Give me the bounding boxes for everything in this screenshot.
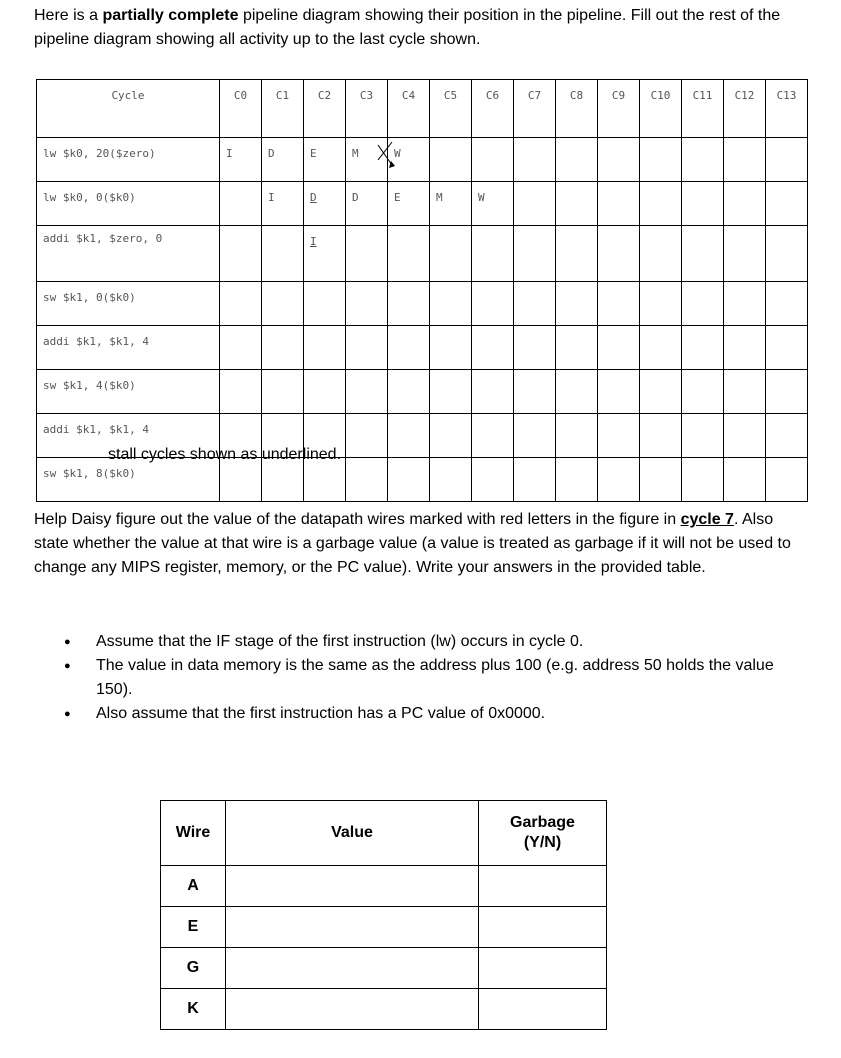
garbage-cell[interactable] <box>479 989 607 1030</box>
help-cycle: cycle 7 <box>680 511 734 528</box>
cycle-label: C5 <box>430 80 472 138</box>
stage-cell[interactable]: I <box>262 182 304 226</box>
list-item: ● Assume that the IF stage of the first instruction (lw) occurs in cycle 0. <box>34 630 804 654</box>
cycle-label: C9 <box>598 80 640 138</box>
value-cell[interactable] <box>226 989 479 1030</box>
cycle-header: Cycle <box>37 80 220 138</box>
stage-cell[interactable]: D <box>262 138 304 182</box>
instruction-cell: lw $k0, 20($zero) <box>37 138 220 182</box>
garbage-cell[interactable] <box>479 866 607 907</box>
instruction-cell: addi $k1, $k1, 4 <box>37 326 220 370</box>
intro-pre: Here is a <box>34 7 103 24</box>
stage-cell[interactable]: D <box>304 182 346 226</box>
garbage-header: Garbage (Y/N) <box>479 801 607 866</box>
value-cell[interactable] <box>226 866 479 907</box>
wire-label: A <box>161 866 226 907</box>
stage-cell[interactable]: D <box>346 182 388 226</box>
instruction-cell: addi $k1, $k1, 4 <box>37 414 220 458</box>
cycle-label: C6 <box>472 80 514 138</box>
value-header: Value <box>226 801 479 866</box>
cycle-label: C13 <box>766 80 808 138</box>
instruction-cell: sw $k1, 0($k0) <box>37 282 220 326</box>
stage-cell[interactable]: M <box>346 138 388 182</box>
stage-cell[interactable]: W <box>472 182 514 226</box>
cycle-label: C10 <box>640 80 682 138</box>
help-pre: Help Daisy figure out the value of the datapath wires marked with red letters in the figure in <box>34 511 681 528</box>
cycle-label: C7 <box>514 80 556 138</box>
table-row <box>161 866 607 907</box>
instruction-cell: lw $k0, 0($k0) <box>37 182 220 226</box>
garbage-cell[interactable] <box>479 948 607 989</box>
stage-cell[interactable]: E <box>388 182 430 226</box>
value-cell[interactable] <box>226 907 479 948</box>
table-row <box>161 907 607 948</box>
value-cell[interactable] <box>226 948 479 989</box>
cycle-label: C1 <box>262 80 304 138</box>
wire-label: E <box>161 907 226 948</box>
instruction-cell: sw $k1, 4($k0) <box>37 370 220 414</box>
help-post: . Also state whether the value at that wire is a garbage value (a value is treated as garbage if it will not be used to change any MIPS register, memory, or the PC value). Write your answers in the provided table. <box>34 511 791 576</box>
stage-cell[interactable]: I <box>304 226 346 282</box>
answer-table <box>160 800 607 1030</box>
cycle-label: C3 <box>346 80 388 138</box>
wire-header: Wire <box>161 801 226 866</box>
help-paragraph <box>34 508 804 580</box>
wire-label: K <box>161 989 226 1030</box>
stall-note: stall cycles shown as underlined. <box>108 446 342 463</box>
garbage-cell[interactable] <box>479 907 607 948</box>
table-row <box>161 948 607 989</box>
cycle-label: C0 <box>220 80 262 138</box>
cycle-label: C11 <box>682 80 724 138</box>
assumption-list <box>34 630 804 726</box>
cycle-label: C2 <box>304 80 346 138</box>
stage-cell[interactable]: I <box>220 138 262 182</box>
wire-label: G <box>161 948 226 989</box>
table-row <box>161 989 607 1030</box>
cycle-label: C12 <box>724 80 766 138</box>
stage-cell[interactable]: M <box>430 182 472 226</box>
instruction-cell: sw $k1, 8($k0) <box>37 458 220 502</box>
intro-bold: partially complete <box>102 7 239 24</box>
instruction-cell: addi $k1, $zero, 0 <box>37 226 220 282</box>
list-item: ● Also assume that the first instruction has a PC value of 0x0000. <box>34 702 804 726</box>
list-item: ● The value in data memory is the same as the address plus 100 (e.g. address 50 holds the value 150). <box>34 654 804 702</box>
stage-cell[interactable]: E <box>304 138 346 182</box>
cycle-label: C4 <box>388 80 430 138</box>
answer-header-row <box>161 801 607 866</box>
intro-post: pipeline diagram showing their position in the pipeline. Fill out the rest of the pipeline diagram showing all activity up to the last cycle shown. <box>34 7 781 48</box>
stage-cell[interactable]: W <box>388 138 430 182</box>
cycle-label: C8 <box>556 80 598 138</box>
